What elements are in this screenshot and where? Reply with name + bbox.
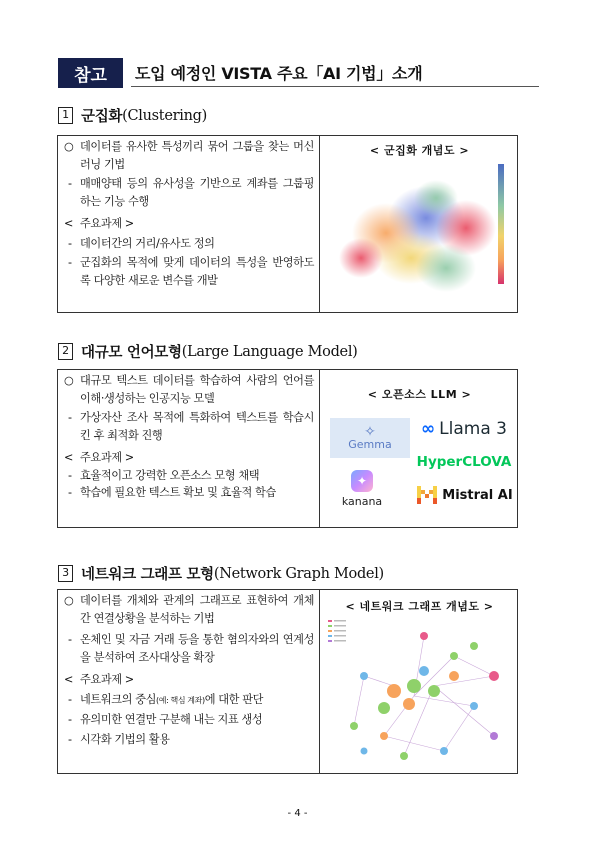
section-number: 3 bbox=[58, 565, 73, 582]
graph-node bbox=[440, 747, 448, 755]
bullet-text: 주요과제 > bbox=[80, 217, 134, 230]
bullet-marker: - bbox=[68, 468, 72, 482]
graph-node bbox=[400, 752, 408, 760]
section-3-text bbox=[64, 592, 314, 748]
bullet-text: 온체인 및 자금 거래 등을 통한 혐의자와의 연계성을 분석하여 조사대상을 확장 bbox=[80, 633, 314, 664]
bullet-marker: - bbox=[68, 411, 72, 424]
mistral-logo bbox=[414, 486, 516, 504]
bullet-text: 데이터를 유사한 특성끼리 묶어 그룹을 찾는 머신러닝 기법 bbox=[80, 140, 314, 171]
bullet-text: 데이터를 개체와 관계의 그래프로 표현하여 개체간 연결상황을 분석하는 기법 bbox=[80, 594, 314, 625]
title-underline bbox=[131, 86, 539, 87]
section-title-ko: 대규모 언어모형 bbox=[81, 345, 182, 361]
bullet-text-note: (예: 핵심 계좌) bbox=[156, 695, 205, 705]
bullet-text: 유의미한 연결만 구분해 내는 지표 생성 bbox=[80, 713, 263, 726]
section-2-heading bbox=[58, 341, 358, 362]
bullet-marker: - bbox=[68, 692, 72, 706]
graph-node bbox=[428, 685, 440, 697]
bullet-marker: - bbox=[68, 633, 72, 646]
section-title-en: (Large Language Model) bbox=[181, 343, 358, 360]
section-1-box bbox=[57, 135, 518, 313]
graph-node bbox=[449, 671, 459, 681]
kanana-app-icon: ✦ bbox=[351, 470, 373, 492]
bullet-text: 효율적이고 강력한 오픈소스 모형 채택 bbox=[80, 468, 260, 482]
meta-infinity-icon: ∞ bbox=[421, 419, 436, 439]
bullet-text: 군집화의 목적에 맞게 데이터의 특성을 반영하도록 다양한 새로운 변수를 개발 bbox=[80, 256, 314, 287]
colorbar bbox=[498, 164, 504, 284]
bullet-text-tail: 에 대한 판단 bbox=[204, 692, 264, 706]
figure-caption: < 오픈소스 LLM > bbox=[367, 388, 472, 401]
graph-edges bbox=[354, 636, 494, 756]
graph-legend bbox=[328, 620, 346, 642]
gemma-label: Gemma bbox=[348, 437, 392, 451]
graph-node bbox=[419, 666, 429, 676]
graph-node bbox=[470, 702, 478, 710]
section-2-text bbox=[64, 372, 314, 502]
page-title: 도입 예정인 VISTA 주요「AI 기법」소개 bbox=[135, 64, 423, 83]
bullet-marker: ○ bbox=[64, 140, 74, 153]
figure-caption: < 네트워크 그래프 개념도 > bbox=[345, 600, 494, 613]
bullet-text: 시각화 기법의 활용 bbox=[80, 732, 170, 746]
column-divider bbox=[319, 590, 320, 773]
graph-node bbox=[361, 748, 368, 755]
section-number: 2 bbox=[58, 343, 73, 360]
page-number: - 4 - bbox=[287, 808, 308, 819]
graph-node bbox=[489, 671, 499, 681]
section-title-ko: 군집화 bbox=[81, 109, 123, 125]
kanana-logo bbox=[332, 470, 392, 516]
bullet-text bbox=[80, 691, 314, 710]
section-1-text bbox=[64, 138, 314, 289]
graph-node bbox=[380, 732, 388, 740]
section-3-box bbox=[57, 589, 518, 774]
llama-label: Llama 3 bbox=[439, 419, 507, 439]
sparkle-icon: ✧ bbox=[364, 423, 376, 440]
bullet-marker: ○ bbox=[64, 374, 74, 387]
bullet-marker: - bbox=[68, 177, 72, 190]
column-divider bbox=[319, 136, 320, 312]
llama-logo bbox=[414, 416, 514, 442]
bullet-marker: - bbox=[68, 486, 72, 499]
bullet-text: 학습에 필요한 텍스트 확보 및 효율적 학습 bbox=[80, 486, 276, 499]
gemma-logo bbox=[330, 418, 410, 458]
bullet-marker: ○ bbox=[64, 594, 74, 607]
graph-node bbox=[470, 642, 478, 650]
bullet-text: 대규모 텍스트 데이터를 학습하여 사람의 언어를 이해·생성하는 인공지능 모델 bbox=[80, 374, 314, 405]
graph-node bbox=[403, 698, 415, 710]
bullet-marker: < bbox=[64, 217, 73, 230]
graph-node bbox=[450, 652, 458, 660]
graph-node bbox=[360, 672, 368, 680]
bullet-marker: - bbox=[68, 732, 72, 746]
section-1-heading bbox=[58, 105, 207, 126]
bullet-text-main: 네트워크의 중심 bbox=[80, 692, 157, 706]
section-2-box bbox=[57, 369, 518, 528]
graph-node bbox=[350, 722, 358, 730]
reference-badge: 참고 bbox=[58, 58, 123, 88]
kanana-label: kanana bbox=[341, 495, 383, 508]
cluster-scatter-figure bbox=[326, 158, 516, 308]
cluster-blob bbox=[414, 180, 458, 216]
mistral-label: Mistral AI bbox=[442, 487, 513, 503]
graph-node bbox=[407, 679, 421, 693]
figure-caption: < 군집화 개념도 > bbox=[369, 144, 470, 157]
graph-node bbox=[387, 684, 401, 698]
bullet-text: 주요과제 > bbox=[80, 451, 134, 464]
hyperclova-logo: HyperCLOVA bbox=[416, 454, 512, 470]
bullet-text: 매매양태 등의 유사성을 기반으로 계좌를 그룹핑하는 기능 수행 bbox=[80, 177, 314, 208]
section-title-en: (Clustering) bbox=[122, 107, 207, 124]
mistral-m-icon bbox=[417, 486, 437, 504]
section-title-ko: 네트워크 그래프 모형 bbox=[81, 567, 214, 583]
bullet-text: 데이터간의 거리/유사도 정의 bbox=[80, 236, 215, 250]
graph-node bbox=[420, 632, 428, 640]
section-number: 1 bbox=[58, 107, 73, 124]
bullet-marker: - bbox=[68, 713, 72, 726]
bullet-marker: < bbox=[64, 673, 73, 686]
bullet-marker: - bbox=[68, 256, 72, 269]
bullet-text: 주요과제 > bbox=[80, 673, 134, 686]
cluster-blob bbox=[339, 238, 383, 278]
cluster-blob bbox=[416, 244, 476, 292]
graph-node bbox=[490, 732, 498, 740]
bullet-text: 가상자산 조사 목적에 특화하여 텍스트를 학습시킨 후 최적화 진행 bbox=[80, 411, 314, 442]
section-3-heading bbox=[58, 563, 384, 584]
bullet-marker: - bbox=[68, 236, 72, 250]
bullet-marker: < bbox=[64, 451, 73, 464]
network-graph-figure bbox=[324, 616, 516, 770]
section-title-en: (Network Graph Model) bbox=[213, 565, 384, 582]
graph-node bbox=[378, 702, 390, 714]
